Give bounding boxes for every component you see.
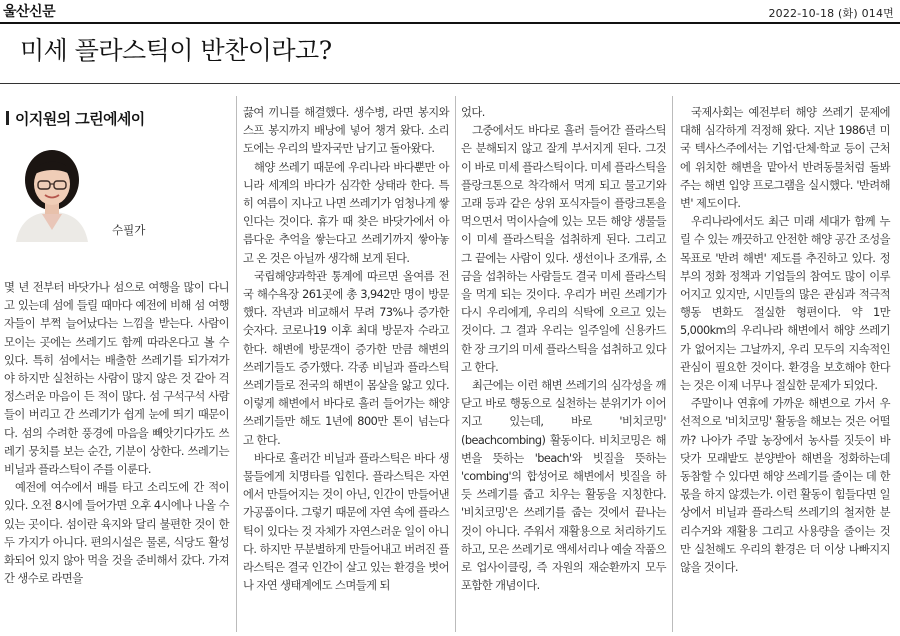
paragraph: 바다로 흘러간 비닐과 플라스틱은 바다 생물들에게 치명타를 입힌다. 플라스틱은 자연에서 만들어지는 것이 아닌, 인간이 만들어낸 가공품이다. 그렇기 때문에 자연 속에 플라스틱이 있다는 것 자체가 자연스러운 일이 아니다. 하지만 무분별하게 만들어내고 버려진 플라스틱은 결국 인간이 살고 있는 환경을 벗어나 자연 생태계에도 스며들게 되 <box>243 451 449 593</box>
paragraph: 주말이나 연휴에 가까운 해변으로 가서 우선적으로 '비치코밍' 활동을 해보는 것은 어떨까? 나아가 주말 농장에서 농사를 짓듯이 바닷가 모래밭도 분양받아 해변을 정화하는데 동참할 수 있다면 해양 쓰레기를 줄이는 데 한몫을 하지 않겠는가. 이런 활동이 힘들다면 일상에서 비닐과 플라스틱 쓰레기의 철저한 분리수거와 재활용 그리고 사용량을 줄이는 것만 실천해도 우리의 환경은 더 이상 나빠지지 않을 것이다. <box>680 397 890 575</box>
newspaper-name: 울산신문 <box>3 4 56 20</box>
paragraph: 끓여 끼니를 해결했다. 생수병, 라면 봉지와 스프 봉지까지 배낭에 넣어 챙겨 왔다. 소리도에는 우리의 발자국만 남기고 돌아왔다. <box>243 106 449 156</box>
article-column-4 <box>680 104 890 577</box>
column-divider <box>236 96 237 632</box>
paragraph: 우리나라에서도 최근 미래 세대가 함께 누릴 수 있는 깨끗하고 안전한 해양 공간 조성을 목표로 '반려 해변' 제도를 추진하고 있다. 정부의 정화 정책과 기업들의 참여도 많이 이루어지고 있지만, 시민들의 많은 관심과 적극적 행동 변화도 절실한 형편이다. 약 1만 5,000km의 우리나라 해변에서 해양 쓰레기가 없어지는 그날까지, 우리 모두의 지속적인 관심이 필요한 것이다. 환경을 보호해야 한다는 것은 이제 너무나 절실한 문제가 되었다. <box>680 215 890 393</box>
paragraph: 국립해양과학관 통계에 따르면 올여름 전국 해수욕장 261곳에 총 3,942만 명이 방문했다. 작년과 비교해서 무려 73%나 증가한 숫자다. 코로나19 이후 최대 방문자 수라고 한다. 해변에 방문객이 증가한 만큼 해변의 쓰레기들도 증가했다. 각종 비닐과 플라스틱 쓰레기들로 전국의 해변이 몸살을 앓고 있다. 이렇게 해변에서 바다로 흘러 들어가는 해양 쓰레기들만 해도 1년에 800만 톤이 넘는다고 한다. <box>243 269 449 447</box>
masthead-rule <box>0 22 900 24</box>
headline-rule <box>0 83 900 84</box>
paragraph: 그중에서도 바다로 흘러 들어간 플라스틱은 분해되지 않고 잘게 부서지게 된다. 그것이 바로 미세 플라스틱이다. 미세 플라스틱을 플랑크톤으로 착각해서 먹게 되고 물고기와 고래 등과 같은 상위 포식자들이 플랑크톤을 먹으면서 먹이사슬에 있는 모든 해양 생물들이 미세 플라스틱을 섭취하게 된다. 그리고 그 끝에는 사람이 있다. 생선이나 조개류, 소금을 섭취하는 사람들도 결국 미세 플라스틱을 먹게 되는 것이다. 우리가 버린 쓰레기가 다시 우리에게, 우리의 식탁에 오르고 있는 것이다. 그 결과 우리는 일주일에 신용카드 한 장 크기의 미세 플라스틱을 섭취하고 있다고 한다. <box>461 124 666 374</box>
column-title <box>6 108 145 129</box>
author-byline: 수필가 <box>112 223 146 237</box>
masthead <box>0 0 900 22</box>
column-divider <box>455 96 456 632</box>
article-column-2 <box>243 104 449 595</box>
article-column-3 <box>461 104 666 595</box>
dateline: 2022-10-18 (화) 014면 <box>768 7 894 20</box>
article-column-1 <box>4 279 229 588</box>
paragraph: 해양 쓰레기 때문에 우리나라 바다뿐만 아니라 세계의 바다가 심각한 상태라 한다. 특히 여름이 지나고 나면 쓰레기가 엄청나게 쌓인다는 것이다. 휴가 때 찾은 바닷가에서 아름다운 추억을 쌓는다고 쓰레기까지 쌓아놓고 온 것은 아닐까 생각해 보게 된다. <box>243 160 449 265</box>
author-portrait <box>12 142 92 242</box>
paragraph: 었다. <box>461 106 485 119</box>
column-divider <box>672 96 673 632</box>
paragraph: 국제사회는 예전부터 해양 쓰레기 문제에 대해 심각하게 걱정해 왔다. 지난 1986년 미국 텍사스주에서는 기업·단체·학교 등이 근처에 위치한 해변을 맡아서 반려동물처럼 돌봐주는 해변 입양 프로그램을 실시했다. '반려해변' 제도이다. <box>680 106 890 211</box>
column-title-text: 이지원의 그린에세이 <box>15 110 145 128</box>
article-headline: 미세 플라스틱이 반찬이라고? <box>20 36 332 65</box>
paragraph: 최근에는 이런 해변 쓰레기의 심각성을 깨닫고 바로 행동으로 실천하는 분위기가 이어지고 있는데, 바로 '비치코밍' (beachcombing) 활동이다. 비치코밍은 해변을 뜻하는 'beach'와 빗질을 뜻하는 'combing'의 합성어로 해변에서 빗질을 하듯 쓰레기를 줍고 치우는 활동을 지칭한다. '비치코밍'은 쓰레기를 줍는 것에서 끝나는 것이 아니다. 주워서 재활용으로 처리하기도 하고, 모은 쓰레기로 액세서리나 예술 작품으로 업사이클링, 즉 자원의 재순환까지 모두 포함한 개념이다. <box>461 379 666 593</box>
title-bar <box>6 111 9 125</box>
paragraph: 몇 년 전부터 바닷가나 섬으로 여행을 많이 다니고 있는데 섬에 들릴 때마다 예전에 비해 섬 여행자들이 부쩍 늘어났다는 느낌을 받는다. 사람이 모이는 곳에는 쓰레기도 함께 따라온다고 볼 수 있다. 특히 섬에서는 배출한 쓰레기를 되가져가야 하지만 실천하는 사람이 많지 않은 것 같아 걱정스러운 마음이 든 적이 많다. 섬 구석구석 사람들이 버리고 간 쓰레기가 쉽게 눈에 띄기 때문이다. 섬의 수려한 풍경에 마음을 빼앗기다가도 쓰레기 뭉치를 보는 순간, 기분이 상한다. 쓰레기는 비닐과 플라스틱이 주를 이룬다. <box>4 281 229 477</box>
paragraph: 예전에 여수에서 배를 타고 소리도에 간 적이 있다. 오전 8시에 들어가면 오후 4시에나 나올 수 있는 곳이다. 섬이란 육지와 달리 불편한 것이 한두 가지가 아니다. 편의시설은 물론, 식당도 활성화되어 있지 않아 먹을 것을 준비해서 갔다. 가져간 생수로 라면을 <box>4 481 229 586</box>
author-portrait-illustration <box>12 142 92 242</box>
